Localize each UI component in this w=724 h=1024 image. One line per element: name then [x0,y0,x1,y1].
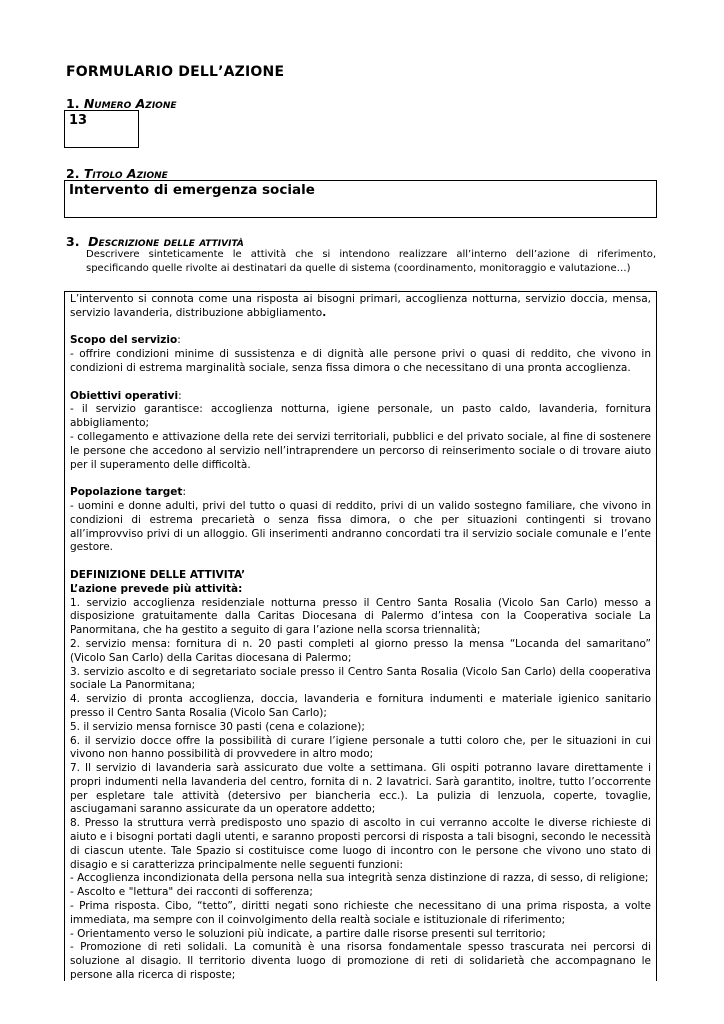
scopo-text: - offrire condizioni minime di sussistenza e di dignità alle persone privi o quasi di reddito, che vivono in condizioni di estrema marginalità sociale, senza fissa dimora o che necessitano di una pronta accoglienza. [70,348,651,374]
obiettivi-item: - collegamento e attivazione della rete dei servizi territoriali, pubblici e del privato sociale, al fine di sostenere le persone che accedono al servizio nell’intraprendere un percorso di reinserimento sociale o di trovare aiuto per il superamento delle difficoltà. [70,430,651,471]
activity-item: 6. il servizio docce offre la possibilità di curare l’igiene personale a tutti coloro che, per le situazioni in cui vivono non hanno possibilità di provvedere in altro modo; [70,734,651,761]
section-1-heading: 1. Numero Azione [66,96,177,111]
target-text: - uomini e donne adulti, privi del tutto o quasi di reddito, privi di un valido sostegno familiare, che vivono in condizioni di estrema precarietà o senza fissa dimora, o che per situazioni contingenti si trovano all’improvviso privi di un alloggio. Gli inserimenti andranno concordati tra il servizio sociale comunale e l’ente gestore. [70,499,651,554]
description-box [64,291,657,981]
activity-item: 8. Presso la struttura verrà predisposto uno spazio di ascolto in cui verranno accolte le diverse richieste di aiuto e i bisogni portati dagli utenti, e saranno proposti percorsi di risposta a tali bisogni, secondo le necessità di ciascun utente. Tale Spazio si costituisce come luogo di incontro con le persone che vivono uno stato di disagio e si caratterizza principalmente nelle seguenti funzioni: [70,817,651,871]
action-title-value: Intervento di emergenza sociale [69,182,315,198]
action-number-value: 13 [69,113,88,128]
activity-item: 3. servizio ascolto e di segretariato sociale presso il Centro Santa Rosalia (Vicolo San Carlo) della cooperativa sociale La Panormitana; [70,665,651,692]
section-2-heading: 2. Titolo Azione [66,166,168,181]
activity-item: 5. il servizio mensa fornisce 30 pasti (cena e colazione); [70,720,365,733]
activity-item: - Ascolto e "lettura" dei racconti di sofferenza; [70,886,313,899]
activity-item: - Accoglienza incondizionata della persona nella sua integrità senza distinzione di razza, di sesso, di religione; [70,872,649,885]
action-number-box [64,110,139,148]
activity-item: 2. servizio mensa: fornitura di n. 20 pasti completi al giorno presso la mensa “Locanda del samaritano” (Vicolo San Carlo) della Caritas diocesana di Palermo; [70,637,651,664]
prevede-heading: L’azione prevede più attività: [70,582,243,595]
activity-item: 4. servizio di pronta accoglienza, doccia, lavanderia e fornitura indumenti e materiale igienico sanitario presso il Centro Santa Rosalia (Vicolo San Carlo); [70,693,651,719]
definizione-heading: DEFINIZIONE DELLE ATTIVITA’ [70,568,246,581]
obiettivi-heading: Obiettivi operativi: [70,389,182,402]
obiettivi-item: - il servizio garantisce: accoglienza notturna, igiene personale, un pasto caldo, lavanderia, fornitura abbigliamento; [70,403,651,430]
activity-item: - Promozione di reti solidali. La comunità è una risorsa fondamentale spesso trascurata nei percorsi di soluzione al disagio. Il territorio diventa luogo di promozione di reti di solidarietà che accompagnano le persone alla ricerca di risposte; [70,941,651,981]
activity-item: - Prima risposta. Cibo, “tetto”, diritti negati sono richieste che necessitano di una prima risposta, a volte immediata, ma sempre con il coinvolgimento della realtà sociale e istituzionale di riferimento; [70,900,651,926]
action-title-box [64,180,657,218]
target-heading: Popolazione target: [70,486,186,499]
intro-paragraph: L’intervento si connota come una risposta ai bisogni primari, accoglienza notturna, servizio doccia, mensa, servizio lavanderia, distribuzione abbigliamento. [70,293,651,319]
section-3-instructions: Descrivere sinteticamente le attività che si intendono realizzare all’interno dell’azione di riferimento, specificando quelle rivolte ai destinatari da quelle di sistema (coordinamento, monitoraggio e valutazione…) [86,249,656,274]
activity-item: - Orientamento verso le soluzioni più indicate, a partire dalle risorse presenti sul territorio; [70,927,546,940]
activity-item: 1. servizio accoglienza residenziale notturna presso il Centro Santa Rosalia (Vicolo San Carlo) messo a disposizione gratuitamente dalla Caritas Diocesana di Palermo d’intesa con la Cooperativa sociale La Panormitana, che ha gestito a seguito di gara l’azione nella scorsa triennalità; [70,596,651,637]
section-3-heading: 3. Descrizione delle attività [66,234,244,249]
scopo-heading: Scopo del servizio: [70,334,181,347]
activity-item: 7. Il servizio di lavanderia sarà assicurato due volte a settimana. Gli ospiti potranno lavare direttamente i propri indumenti nella lavanderia del centro, fornita di n. 2 lavatrici. Sarà garantito, inoltre, tutto l’occorrente per espletare tale attività (detersivo per biancheria ecc.). La pulizia di lenzuola, coperte, tovaglie, asciugamani saranno assicurate da un operatore addetto; [70,762,651,816]
document-title: FORMULARIO DELL’AZIONE [66,64,285,80]
